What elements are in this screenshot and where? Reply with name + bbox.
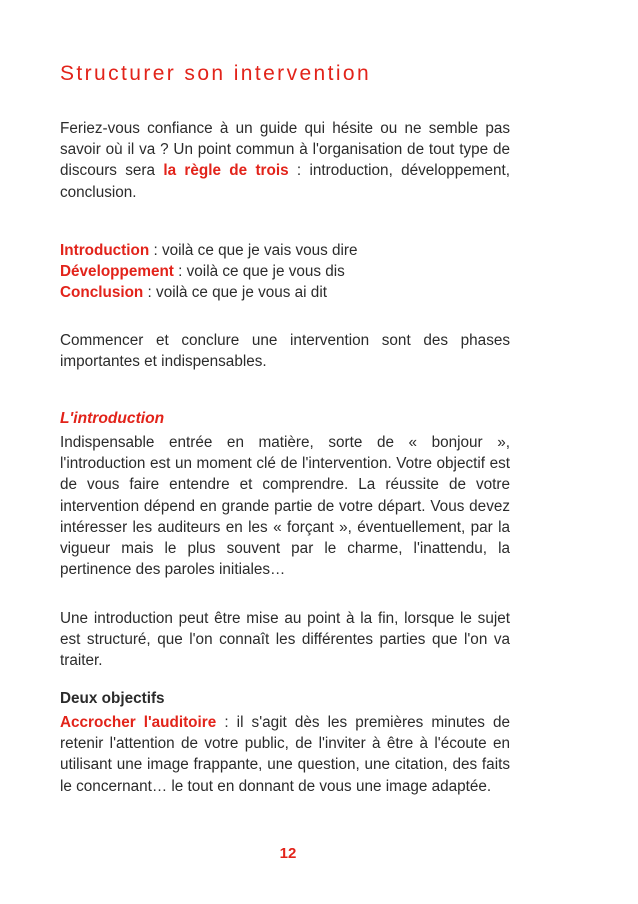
objective-highlight: Accrocher l'auditoire [60,714,217,731]
rule-text: : voilà ce que je vous dis [173,263,345,281]
rule-item-introduction [60,240,510,261]
intro-paragraph [60,118,510,203]
objectives-heading: Deux objectifs [60,690,165,707]
objective-paragraph [60,712,510,797]
rule-item-conclusion [60,282,510,303]
intro-text-before: Feriez-vous confiance à un guide qui hésite ou ne semble pas savoir où il va ? Un point commun à l'organisation de tout type de discours sera [60,120,510,180]
objective-text: : il s'agit dès les premières minutes de retenir l'attention de votre public, de l'inviter à être à l'écoute en utilisant une image frappante, une question, une citation, des faits le concernant… le tout en donnant de vous une image adaptée. [60,714,510,795]
page-number: 12 [279,845,297,862]
rule-text: : voilà ce que je vous ai dit [143,284,327,302]
section-heading-introduction: L'introduction [60,410,165,427]
intro-text-after: : introduction, développement, conclusion. [60,162,510,201]
phases-paragraph: Commencer et conclure une intervention sont des phases importantes et indispensables. [60,332,510,371]
rule-term: Conclusion [60,284,144,302]
rule-term: Introduction [60,242,150,259]
rule-item-developpement [60,261,510,282]
rule-text: : voilà ce que je vais vous dire [149,242,358,259]
rule-of-three-highlight: la règle de trois [163,162,289,180]
rules-list [60,240,510,304]
introduction-paragraph: Indispensable entrée en matière, sorte de « bonjour », l'introduction est un moment clé de l'intervention. Votre objectif est de vous faire entendre et comprendre. La réussite de votre intervention dépend en grande partie de votre départ. Vous devez intéresser les auditeurs en les « forçant », éventuellement, par la vigueur mais le plus souvent par le charme, l'inattendu, la pertinence des paroles initiales… [60,434,510,579]
rule-term: Développement [60,263,174,281]
introduction-timing-paragraph: Une introduction peut être mise au point à la fin, lorsque le sujet est structuré, que l'on connaît les différentes parties que l'on va traiter. [60,610,510,670]
page-title: Structurer son intervention [60,62,372,85]
